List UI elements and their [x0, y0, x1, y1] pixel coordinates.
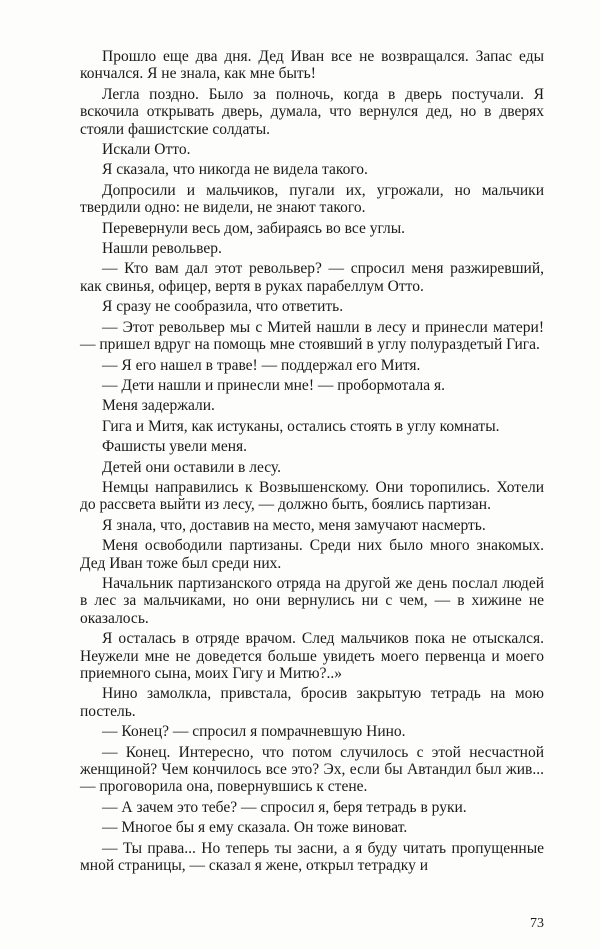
paragraph: — Этот револьвер мы с Митей нашли в лесу и принесли матери! — пришел вдруг на помощь мне стоявший в углу полураздетый Гига.	[80, 318, 544, 354]
paragraph: Я сказала, что никогда не видела такого.	[102, 161, 368, 179]
paragraph: Немцы направились к Возвышенскому. Они торопились. Хотели до рассвета выйти из лесу, — должно быть, боялись партизан.	[80, 478, 544, 514]
paragraph: — Кто вам дал этот револьвер? — спросил меня разжиревший, как свинья, офицер, вертя в руках парабеллум Отто.	[80, 260, 544, 295]
paragraph: Фашисты увели меня.	[102, 438, 248, 456]
paragraph: Нино замолкла, привстала, бросив закрытую тетрадь на мою постель.	[80, 685, 544, 720]
page-number: 73	[530, 916, 544, 931]
paragraph: Легла поздно. Было за полночь, когда в дверь постучали. Я вскочила открывать дверь, думала, что вернулся дед, но в дверях стояли фашистские солдаты.	[80, 85, 544, 138]
paragraph: Допросили и мальчиков, пугали их, угрожали, но мальчики твердили одно: не видели, не знают такого.	[80, 181, 544, 217]
body-text	[80, 48, 544, 877]
paragraph: — Конец? — спросил я помрачневшую Нино.	[102, 723, 406, 741]
paragraph: — Конец. Интересно, что потом случилось с этой несчастной женщиной? Чем кончилось все это? Эх, если бы Автандил был жив... — проговорила она, повернувшись к стене.	[80, 743, 544, 796]
paragraph: Прошло еще два дня. Дед Иван все не возвращался. Запас еды кончался. Я не знала, как мне быть!	[80, 48, 544, 83]
paragraph: Нашли револьвер.	[102, 240, 222, 258]
paragraph: Детей они оставили в лесу.	[102, 458, 281, 476]
paragraph: — А зачем это тебе? — спросил я, беря тетрадь в руки.	[102, 798, 467, 816]
paragraph: — Я его нашел в траве! — поддержал его Митя.	[102, 356, 421, 374]
paragraph: Меня задержали.	[102, 397, 215, 415]
paragraph: Гига и Митя, как истуканы, остались стоять в углу комнаты.	[102, 417, 500, 435]
paragraph: — Дети нашли и принесли мне! — пробормотала я.	[102, 376, 445, 394]
paragraph: Перевернули весь дом, забираясь во все углы.	[102, 219, 406, 237]
paragraph: Меня освободили партизаны. Среди них было много знакомых. Дед Иван тоже был среди них.	[80, 537, 544, 572]
paragraph: — Многое бы я ему сказала. Он тоже виноват.	[102, 819, 408, 837]
paragraph: — Ты права... Но теперь ты засни, а я буду читать пропущенные мной страницы, — сказал я жене, открыл тетрадку и	[80, 839, 544, 875]
paragraph: Искали Отто.	[102, 141, 191, 159]
paragraph: Я сразу не сообразила, что ответить.	[102, 298, 344, 316]
paragraph: Начальник партизанского отряда на другой же день послал людей в лес за мальчиками, но они вернулись ни с чем, — в хижине не оказалось.	[80, 574, 544, 627]
paragraph: Я осталась в отряде врачом. След мальчиков пока не отыскался. Неужели мне не доведется больше увидеть моего первенца и моего приемного сына, моих Гигу и Митю?..»	[80, 630, 544, 682]
paragraph: Я знала, что, доставив на место, меня замучают насмерть.	[102, 516, 486, 534]
